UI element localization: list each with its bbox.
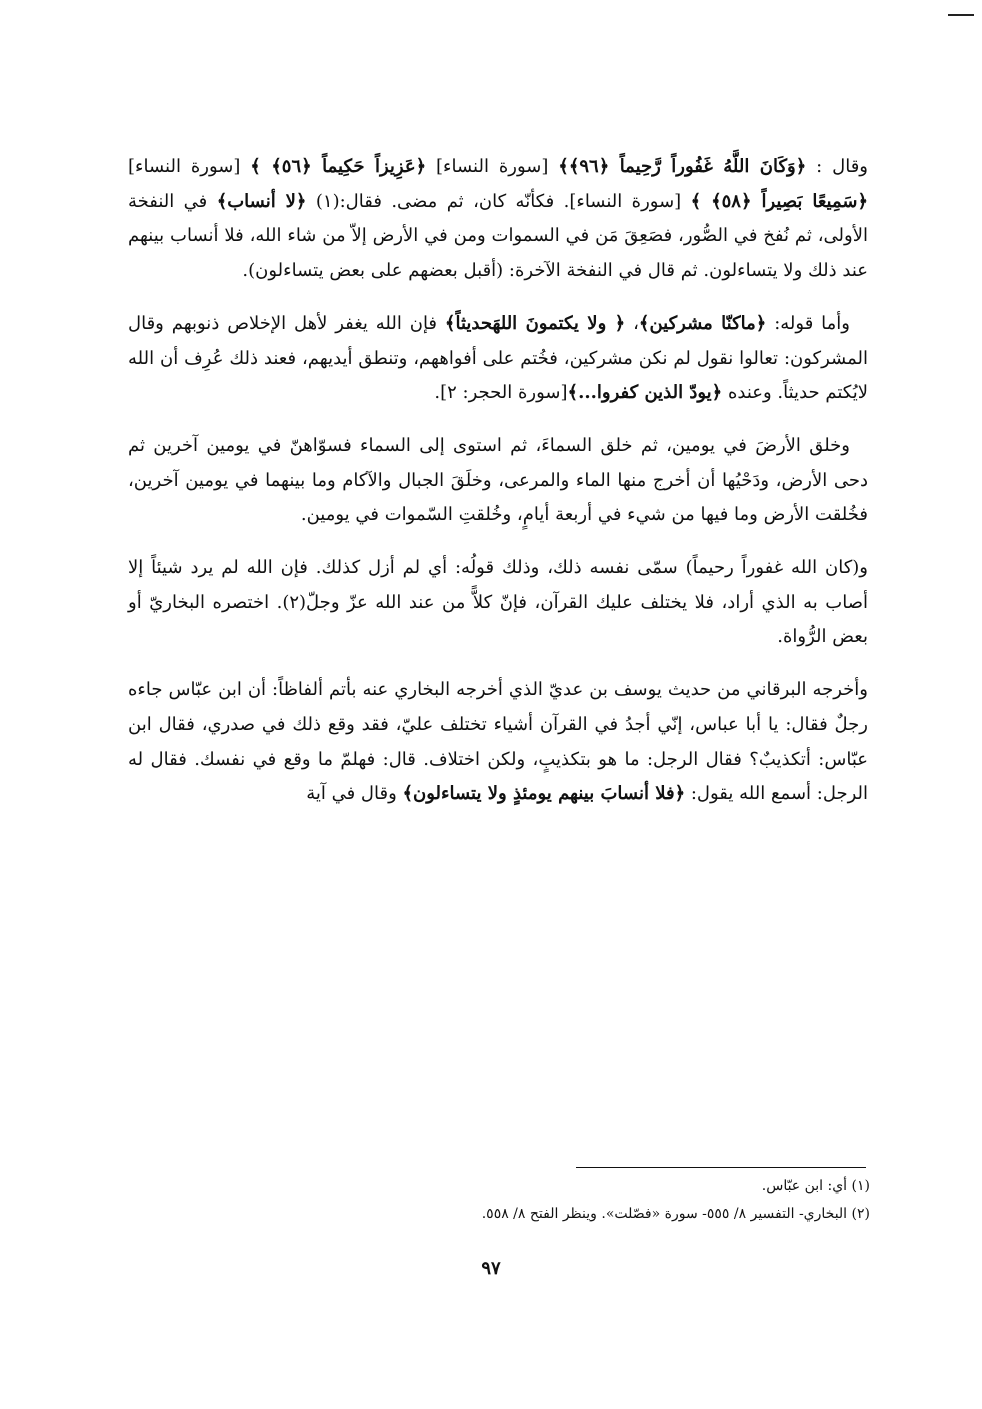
body-text: وقال : xyxy=(806,156,868,177)
quran-quote: ﴿وَكَانَ اللَّهُ غَفُوراً رَّحِيماً ﴿٩٦﴾﴾ xyxy=(558,156,807,177)
paragraph-5 xyxy=(128,673,868,812)
paragraph-4 xyxy=(128,551,868,655)
quran-quote: ﴿يودّ الذين كفروا...﴾ xyxy=(567,382,723,404)
body-text: و(كان الله غفوراً رحيماً) سمّى نفسه ذلك، وذلك قولُه: أي لم أزل كذلك. فإن الله لم يرد شيئاً إلا أصاب به الذي أراد، فلا يختلف عليك القرآن، فإنّ كلاًّ من عند الله عزّ وجلّ(٢). اختصره البخاريّ أو بعض الرُّواة. xyxy=(128,557,868,648)
quran-quote: ﴿عَزِيزاً حَكِيماً ﴿٥٦﴾ ﴾ xyxy=(250,156,427,177)
body-text: وقال في آية xyxy=(306,783,403,805)
footnote-2: (٢) البخاري- التفسير ٨/ ٥٥٥- سورة «فصّلت». وينظر الفتح ٨/ ٥٥٨. xyxy=(481,1206,870,1222)
paragraph-3 xyxy=(128,429,868,533)
body-text: وأخرجه البرقاني من حديث يوسف بن عديّ الذي أخرجه البخاري عنه بأتم ألفاظاً: أن ابن عبّاس جاءه رجلٌ فقال: يا أبا عباس، إنّي أجدُ في القرآن أشياء تختلف عليّ، فقد وقع ذلك في صدري، فقال ابن عبّاس: أتكذيبٌ؟ فقال الرجل: ما هو بتكذيبٍ، ولكن اختلاف. قال: فهلمّ ما وقع في نفسك. فقال له الرجل: أسمع الله يقول: xyxy=(128,679,868,805)
main-text xyxy=(128,150,868,830)
scan-corner-mark xyxy=(948,14,974,16)
footnote-1: (١) أي: ابن عبّاس. xyxy=(761,1178,870,1194)
footnote-separator xyxy=(576,1167,866,1168)
page-number: ٩٧ xyxy=(481,1258,501,1279)
body-text: وخلق الأرضَ في يومين، ثم خلق السماءَ، ثم استوى إلى السماء فسوّاهنّ في يومين آخرين ثم دحى الأرض، ودَحْيُها أن أخرج منها الماء والمرعى، وخلَقَ الجبال والآكام وما بينهما في يومين آخرين، فخُلقت الأرض وما فيها من شيء في أربعة أيامٍ، وخُلقتِ السّموات في يومين. xyxy=(128,434,868,526)
paragraph-2 xyxy=(128,307,868,411)
body-text: [سورة النساء]. فكأنّه كان، ثم مضى. فقال:(١) xyxy=(306,190,691,212)
body-text: [سورة النساء] xyxy=(128,156,251,177)
quran-quote: ﴿سَمِيعًا بَصِيراً ﴿٥٨﴾ ﴾ xyxy=(690,190,869,212)
body-text: وأما قوله: xyxy=(766,312,850,334)
quran-quote: ﴿ ولا يكتمونَ اللهَحديثاً﴾ xyxy=(444,312,626,334)
footnotes xyxy=(128,1172,870,1228)
body-text: ، xyxy=(625,312,639,334)
quran-quote: ﴿فلا أنسابَ بينهم يومئذٍ ولا يتساءلون﴾ xyxy=(402,783,686,805)
body-text: فإن الله يغفر لأهل الإخلاص ذنوبهم وقال المشركون: تعالوا نقول لم نكن مشركين، فخُتم على أفواههم، وتنطق أيديهم، فعند ذلك عُرِف أن الله لايُكتم حديثاً. وعنده xyxy=(128,312,868,404)
body-text: [سورة النساء] xyxy=(426,156,559,177)
quran-quote: ﴿لا أنساب﴾ xyxy=(216,190,307,212)
paragraph-1 xyxy=(128,150,868,289)
quran-quote: ﴿ماكنّا مشركين﴾ xyxy=(638,312,767,334)
body-text: [سورة الحجر: ٢]. xyxy=(434,382,568,404)
body-text: في النفخة الأولى، ثم نُفخ في الصُّور، فصَعِقَ مَن في السموات ومن في الأرض إلاّ من شاء الله، فلا أنساب بينهم عند ذلك ولا يتساءلون. ثم قال في النفخة الآخرة: (أقبل بعضهم على بعض يتساءلون). xyxy=(128,190,868,282)
